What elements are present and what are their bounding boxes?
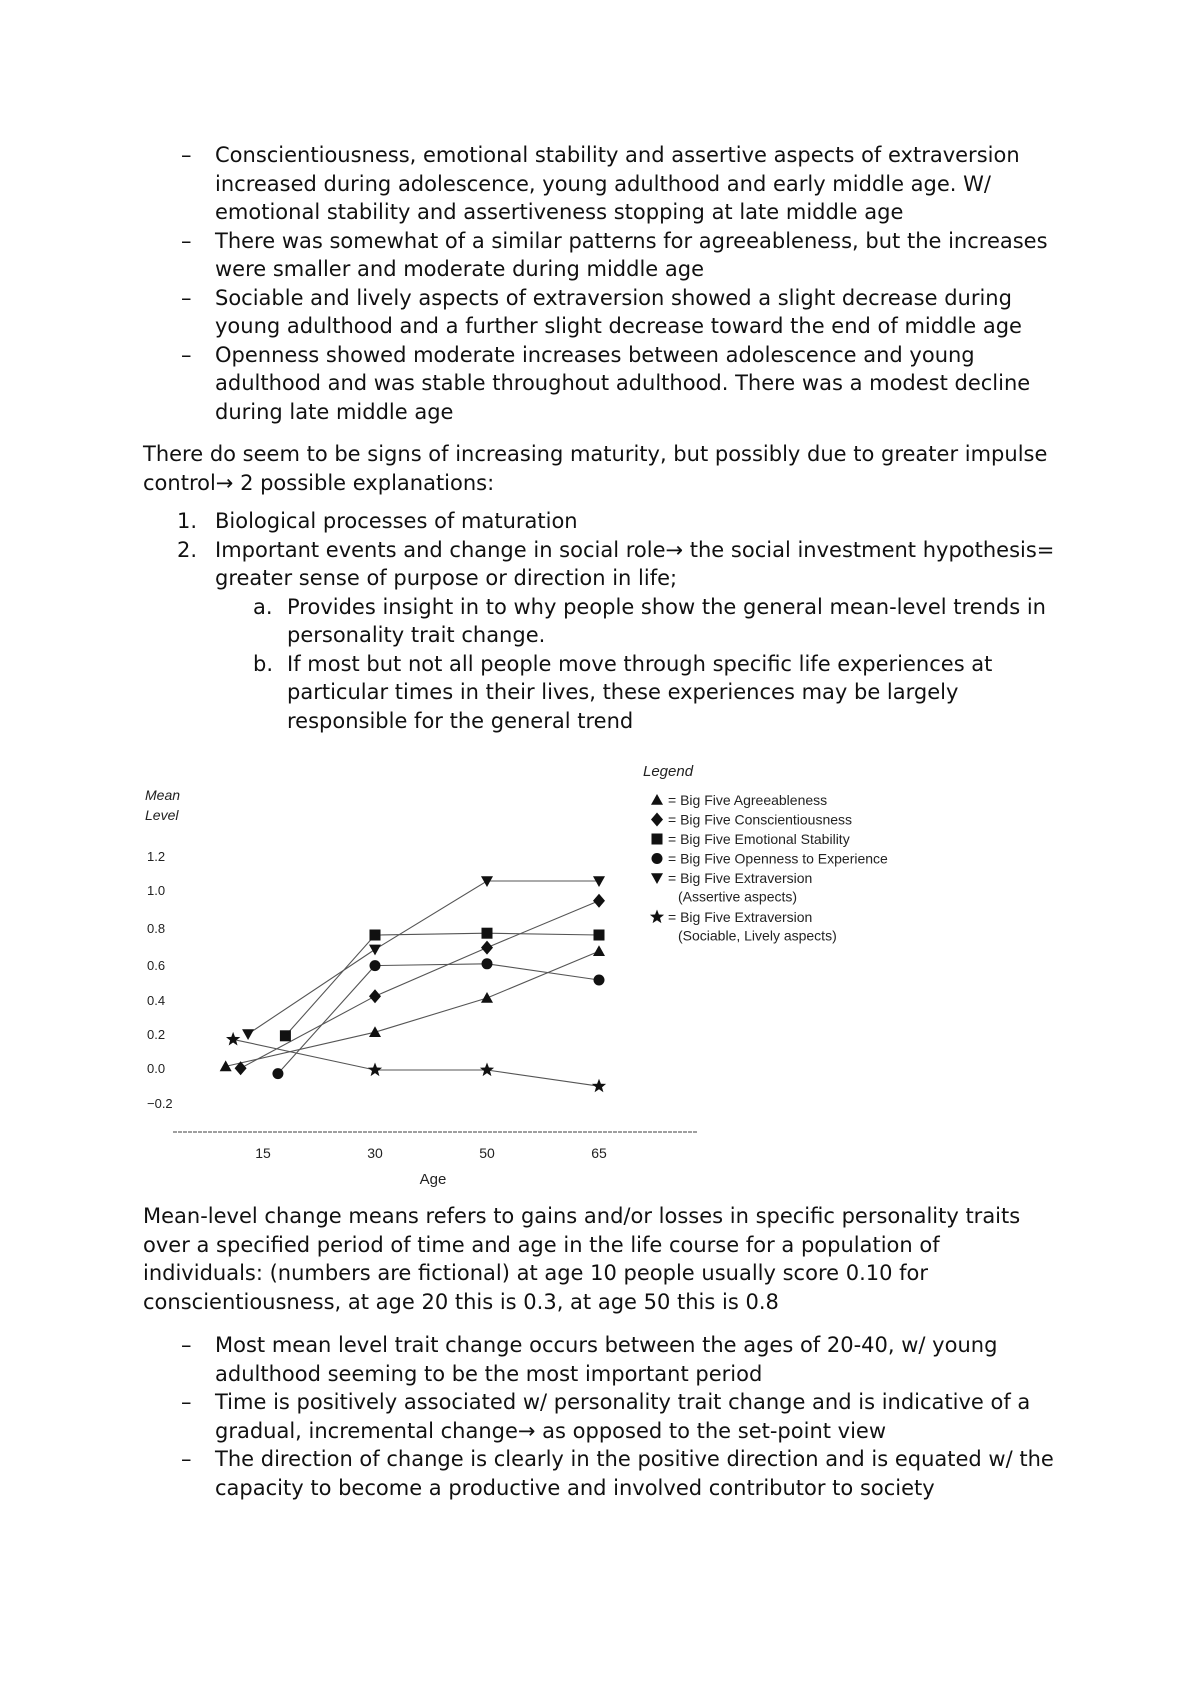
bullet-list xyxy=(143,1331,1063,1502)
maturity-paragraph: There do seem to be signs of increasing maturity, but possibly due to greater impulse control→ 2 possible explanations: xyxy=(143,442,1048,495)
explanations-section xyxy=(143,440,1063,735)
data-point-circle xyxy=(370,960,381,971)
data-point-square xyxy=(482,928,493,939)
data-point-square xyxy=(594,930,605,941)
explanation-text: Important events and change in social role→ the social investment hypothesis= greater sense of purpose or direction in life; xyxy=(215,537,1055,590)
bullet-item: – Most mean level trait change occurs between the ages of 20-40, w/ young adulthood seeming to be the most important period xyxy=(143,1331,1063,1388)
explanations-list xyxy=(143,507,1063,735)
y-axis-label: Mean xyxy=(145,787,181,803)
data-point-square xyxy=(280,1030,291,1041)
legend-triangle-down-icon xyxy=(651,873,663,884)
list-marker: 1. xyxy=(177,509,198,533)
explanation-text: Biological processes of maturation xyxy=(215,509,578,533)
y-tick-label: 0.2 xyxy=(147,1027,166,1042)
legend-title: Legend xyxy=(643,763,694,780)
legend-entry-detail: (Sociable, Lively aspects) xyxy=(678,927,837,944)
legend-circle-icon xyxy=(652,853,663,864)
legend-entry: = Big Five Extraversion xyxy=(668,909,813,925)
data-point-star xyxy=(592,1079,606,1093)
list-marker: a. xyxy=(253,594,273,619)
series-line-1 xyxy=(226,951,599,1066)
sub-point-list xyxy=(215,593,1063,736)
legend-entry: = Big Five Extraversion xyxy=(668,870,813,886)
data-point-triangle-down xyxy=(481,876,493,887)
series-line-2 xyxy=(241,901,599,1068)
bottom-bullet-list xyxy=(143,1331,1063,1502)
data-point-triangle-up xyxy=(369,1026,381,1037)
sub-point-text: If most but not all people move through specific life experiences at particular times in their lives, these experiences may be largely responsible for the general trend xyxy=(287,651,993,733)
explanation-item xyxy=(143,507,1063,536)
data-point-circle xyxy=(272,1068,283,1079)
legend-entry: = Big Five Agreeableness xyxy=(668,792,828,808)
data-point-diamond xyxy=(369,989,381,1003)
bullet-item: – Conscientiousness, emotional stability and assertive aspects of extraversion increased during adolescence, young adulthood and early middle age. W/ emotional stability and assertiveness stopping at late middle age xyxy=(143,141,1063,227)
sub-point-text: Provides insight in to why people show the general mean-level trends in personality trait change. xyxy=(287,594,1046,647)
series-line-4 xyxy=(278,964,599,1074)
y-axis-label: Level xyxy=(145,807,179,823)
data-point-triangle-up xyxy=(481,992,493,1003)
explanation-item xyxy=(143,536,1063,736)
y-tick-label: 0.0 xyxy=(147,1061,166,1076)
y-tick-label: 0.8 xyxy=(147,921,166,936)
bullet-list xyxy=(143,141,1063,426)
legend-entry: = Big Five Openness to Experience xyxy=(668,850,888,867)
y-tick-label: 0.6 xyxy=(147,958,166,973)
bullet-item: – Openness showed moderate increases between adolescence and young adulthood and was stable throughout adulthood. There was a modest decline during late middle age xyxy=(143,341,1063,427)
sub-point-item xyxy=(215,593,1063,650)
data-point-star xyxy=(368,1063,382,1077)
x-tick-label: 15 xyxy=(255,1145,271,1161)
data-point-square xyxy=(370,930,381,941)
data-point-diamond xyxy=(235,1061,247,1075)
x-axis-label: Age xyxy=(419,1171,447,1188)
legend-entry-detail: (Assertive aspects) xyxy=(678,888,798,905)
x-tick-label: 50 xyxy=(479,1145,495,1161)
y-tick-label: 1.0 xyxy=(147,883,166,898)
bullet-item: – There was somewhat of a similar patterns for agreeableness, but the increases were smaller and moderate during middle age xyxy=(143,227,1063,284)
data-point-triangle-up xyxy=(593,945,605,956)
data-point-diamond xyxy=(481,941,493,955)
y-tick-label: 0.4 xyxy=(147,993,166,1008)
legend-star-icon xyxy=(650,910,664,924)
data-point-diamond xyxy=(593,894,605,908)
y-tick-label: −0.2 xyxy=(147,1096,173,1111)
bullet-item: – Time is positively associated w/ personality trait change and is indicative of a gradual, incremental change→ as opposed to the set-point view xyxy=(143,1388,1063,1445)
legend-entry: = Big Five Conscientiousness xyxy=(668,811,853,828)
chart-svg xyxy=(143,752,943,1192)
bullet-item: – Sociable and lively aspects of extraversion showed a slight decrease during young adulthood and a further slight decrease toward the end of middle age xyxy=(143,284,1063,341)
list-marker: b. xyxy=(253,651,274,676)
data-point-circle xyxy=(594,975,605,986)
list-marker: 2. xyxy=(177,537,198,562)
data-point-triangle-down xyxy=(593,876,605,887)
data-point-star xyxy=(480,1063,494,1077)
sub-point-item xyxy=(215,650,1063,736)
mean-level-section xyxy=(143,1202,1063,1316)
legend-triangle-up-icon xyxy=(651,794,663,805)
data-point-circle xyxy=(482,958,493,969)
series-line-3 xyxy=(285,933,599,1036)
y-tick-label: 1.2 xyxy=(147,849,166,864)
data-point-triangle-down xyxy=(242,1029,254,1040)
bullet-item: – The direction of change is clearly in the positive direction and is equated w/ the capacity to become a productive and involved contributor to society xyxy=(143,1445,1063,1502)
series-line-5 xyxy=(248,881,599,1034)
data-point-star xyxy=(226,1032,240,1046)
top-bullet-list xyxy=(143,141,1063,426)
x-tick-label: 30 xyxy=(367,1145,383,1161)
legend-square-icon xyxy=(652,834,663,845)
legend-diamond-icon xyxy=(651,813,663,827)
mean-level-paragraph: Mean-level change means refers to gains and/or losses in specific personality traits over a specified period of time and age in the life course for a population of individuals: (numbers are fictional) at age 10 people usually score 0.10 for conscientiousness, at age 20 this is 0.3, at age 50 this is 0.8 xyxy=(143,1204,1021,1314)
data-point-triangle-down xyxy=(369,945,381,956)
x-tick-label: 65 xyxy=(591,1145,607,1161)
mean-level-chart xyxy=(143,752,943,1192)
legend-entry: = Big Five Emotional Stability xyxy=(668,831,850,847)
